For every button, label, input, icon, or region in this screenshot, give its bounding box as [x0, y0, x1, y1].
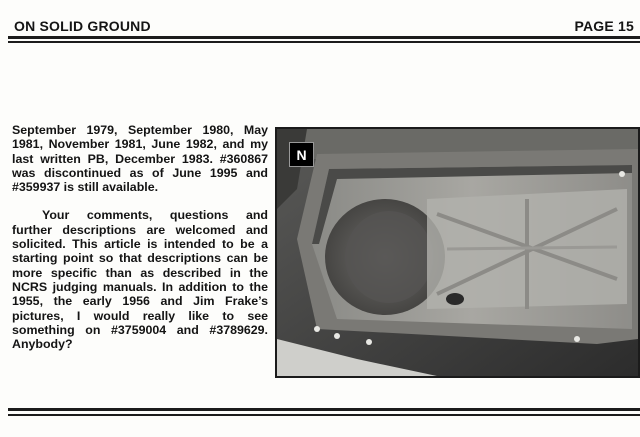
photo-label-badge: N	[289, 142, 314, 167]
publication-title: ON SOLID GROUND	[14, 18, 151, 34]
article-paragraph-2: Your comments, questions and further descriptions are welcomed and solicited. This article is intended to be a starting point so that descriptions can be more specific than as described in the NCRS judging manuals. In addition to the 1955, the early 1956 and Jim Frake’s pictures, I would really like to see something on #3759004 and #3789629. Anybody?	[12, 208, 268, 352]
oil-pan-illustration	[277, 129, 638, 376]
article-paragraph-1: September 1979, September 1980, May 1981, November 1981, June 1982, and my last written PB, December 1983. #360867 was discontinued as of June 1995 and #359937 is still available.	[12, 123, 268, 195]
article-column	[12, 123, 268, 351]
oil-pan-photo	[275, 127, 640, 378]
header-rule-thick	[8, 36, 640, 39]
footer-rule-thin	[8, 414, 640, 416]
footer-rule-thick	[8, 408, 640, 411]
page-number: PAGE 15	[574, 18, 634, 34]
header-rule-thin	[8, 41, 640, 43]
page-header	[8, 12, 640, 38]
